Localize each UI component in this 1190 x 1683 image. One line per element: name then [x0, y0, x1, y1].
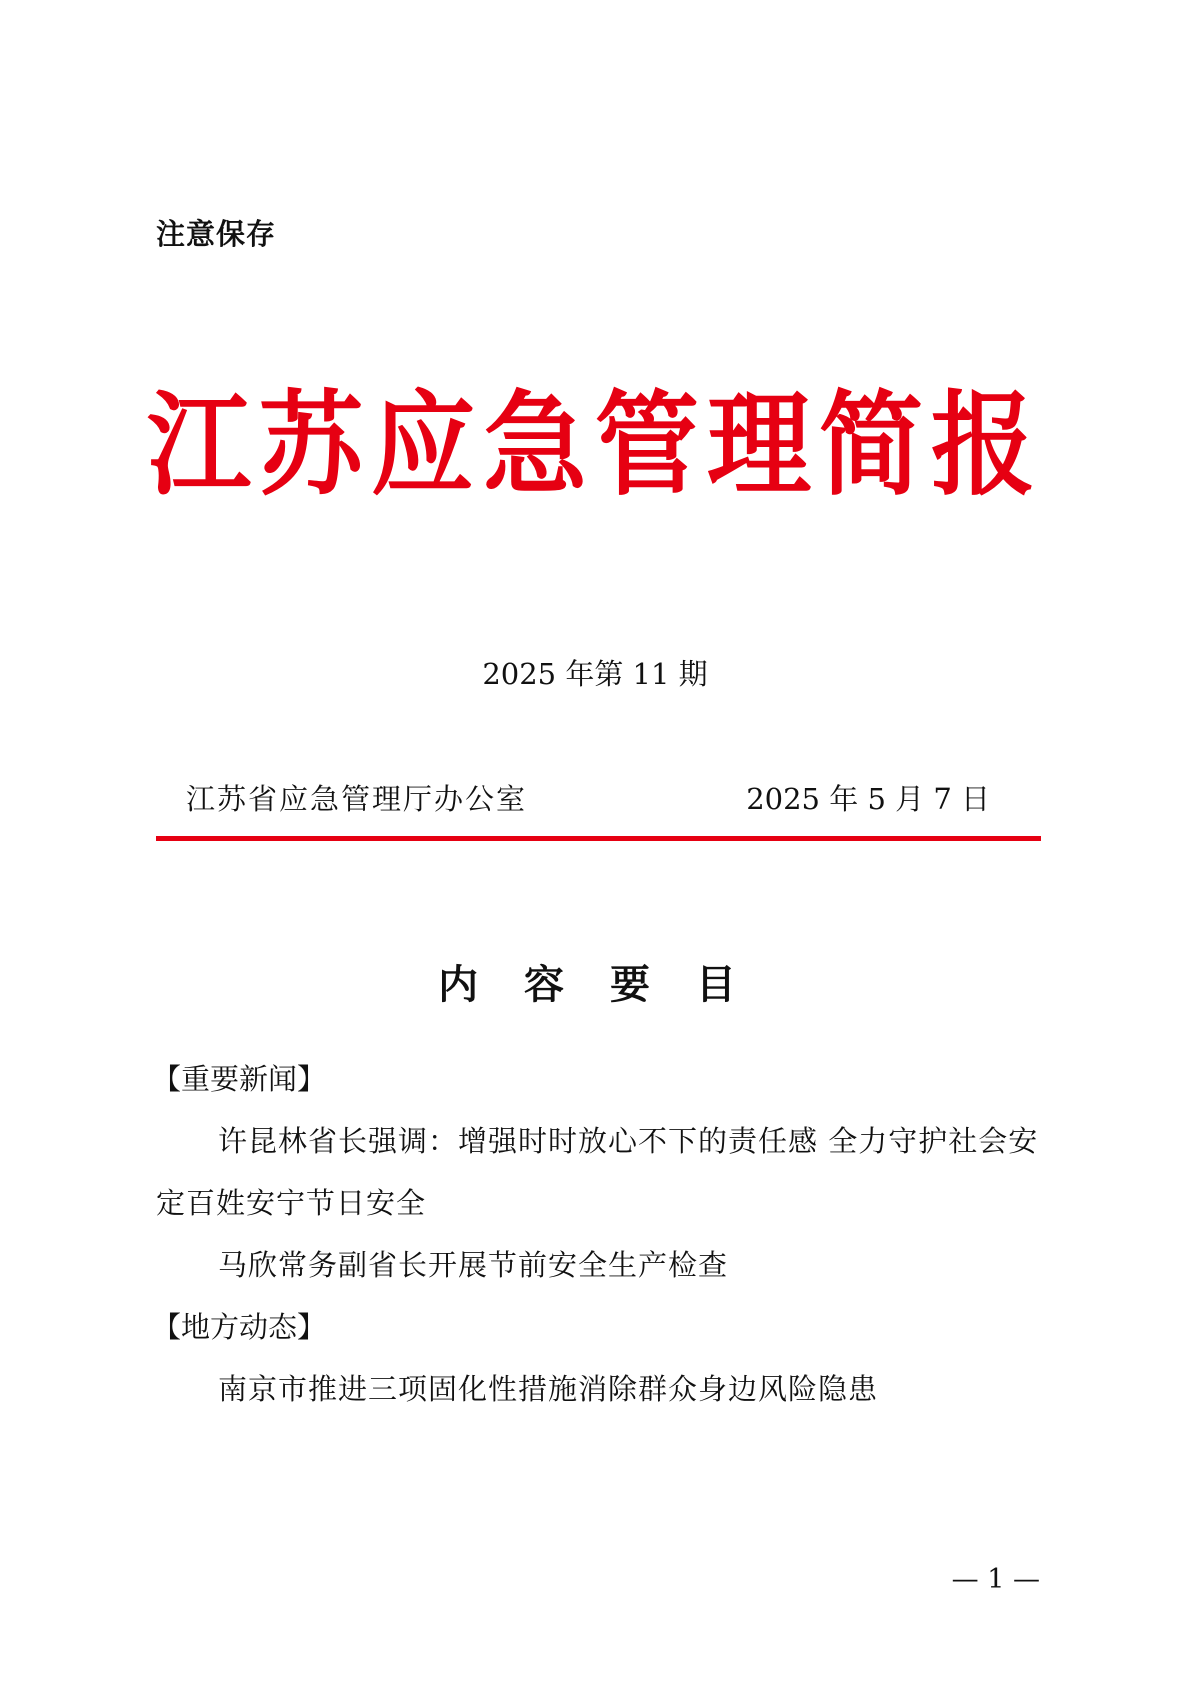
- masthead-title: 江苏应急管理简报: [146, 378, 1043, 511]
- toc-item[interactable]: 许昆林省长强调：增强时时放心不下的责任感 全力守护社会安定百姓安宁节日安全: [156, 1124, 1039, 1220]
- issuing-office: 江苏省应急管理厅办公室: [186, 782, 528, 816]
- section-heading-local-updates: 【地方动态】: [152, 1310, 327, 1344]
- issue-number: 2025 年第 11 期: [482, 657, 708, 691]
- table-of-contents: [152, 1048, 1041, 1420]
- issue-date: 2025 年 5 月 7 日: [746, 782, 990, 816]
- toc-item[interactable]: 南京市推进三项固化性措施消除群众身边风险隐患: [218, 1372, 879, 1406]
- red-divider-rule: [156, 836, 1041, 841]
- page-number: — 1 —: [951, 1564, 1040, 1595]
- toc-item[interactable]: 马欣常务副省长开展节前安全生产检查: [218, 1248, 729, 1282]
- section-heading-important-news: 【重要新闻】: [152, 1062, 327, 1096]
- toc-title: 内 容 要 目: [438, 962, 752, 1008]
- preservation-notice: 注意保存: [156, 217, 277, 251]
